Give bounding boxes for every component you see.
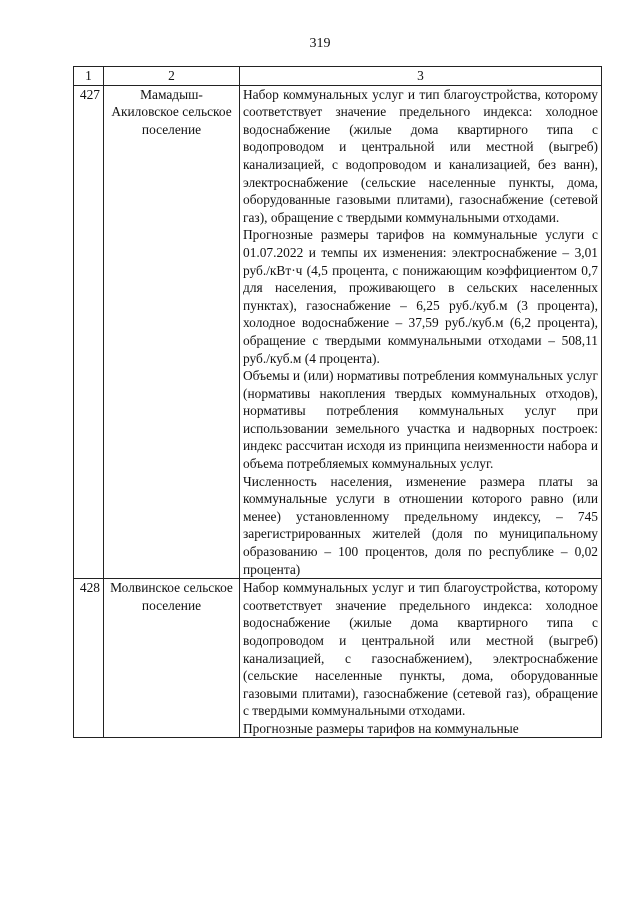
description-paragraph: Численность населения, изменение размера платы за коммунальные услуги в отношении которого равно (или менее) установленному предельному индексу, – 745 зарегистрированных жителей (доля по муниципальному образованию – 100 процентов, доля по республике – 0,02 процента) [243,473,598,577]
tariff-table [73,66,602,738]
row-description [240,579,602,738]
row-description [240,85,602,579]
column-header-1: 1 [74,67,104,86]
table-row [74,85,602,579]
description-paragraph: Объемы и (или) нормативы потребления коммунальных услуг (нормативы накопления твердых коммунальных отходов), нормативы потребления коммунальных услуг при использовании земельного участка и надворных построек: индекс рассчитан исходя из принципа неизменности набора и объема потребляемых коммунальных услуг. [243,368,598,472]
column-header-3: 3 [240,67,602,86]
row-number: 427 [74,85,104,579]
page-number: 319 [309,36,331,51]
description-paragraph: Набор коммунальных услуг и тип благоустройства, которому соответствует значение предельного индекса: холодное водоснабжение (жилые дома квартирного типа с водопроводом и центральной или местной (выгреб) канализацией, с водопроводом и канализацией, без ванн), электроснабжение (сельские населенные пункты, дома, оборудованные газовыми плитами), газоснабжение (сетевой газ), обращение с твердыми коммунальными отходами. [243,86,598,225]
column-header-2: 2 [104,67,240,86]
table-header-row [74,67,602,86]
settlement-name: Молвинское сельское поселение [104,579,240,738]
description-paragraph: Прогнозные размеры тарифов на коммунальные [243,720,519,736]
settlement-name: Мамадыш-Акиловское сельское поселение [104,85,240,579]
description-paragraph: Прогнозные размеры тарифов на коммунальные услуги с 01.07.2022 и темпы их изменения: электроснабжение – 3,01 руб./кВт·ч (4,5 процента, с понижающим коэффициентом 0,7 для населения, проживающего в сельских населенных пунктах), газоснабжение – 6,25 руб./куб.м (3 процента), холодное водоснабжение – 37,59 руб./куб.м (6,2 процента), обращение с твердыми коммунальными отходами – 508,11 руб./куб.м (4 процента). [243,227,598,366]
table-row [74,579,602,738]
description-paragraph: Набор коммунальных услуг и тип благоустройства, которому соответствует значение предельного индекса: холодное водоснабжение (жилые дома квартирного типа с водопроводом и центральной или местной (выгреб) канализацией, с газоснабжением), электроснабжение (сельские населенные пункты, дома, оборудованные газовыми плитами), газоснабжение (сетевой газ), обращение с твердыми коммунальными отходами. [243,580,598,719]
row-number: 428 [74,579,104,738]
